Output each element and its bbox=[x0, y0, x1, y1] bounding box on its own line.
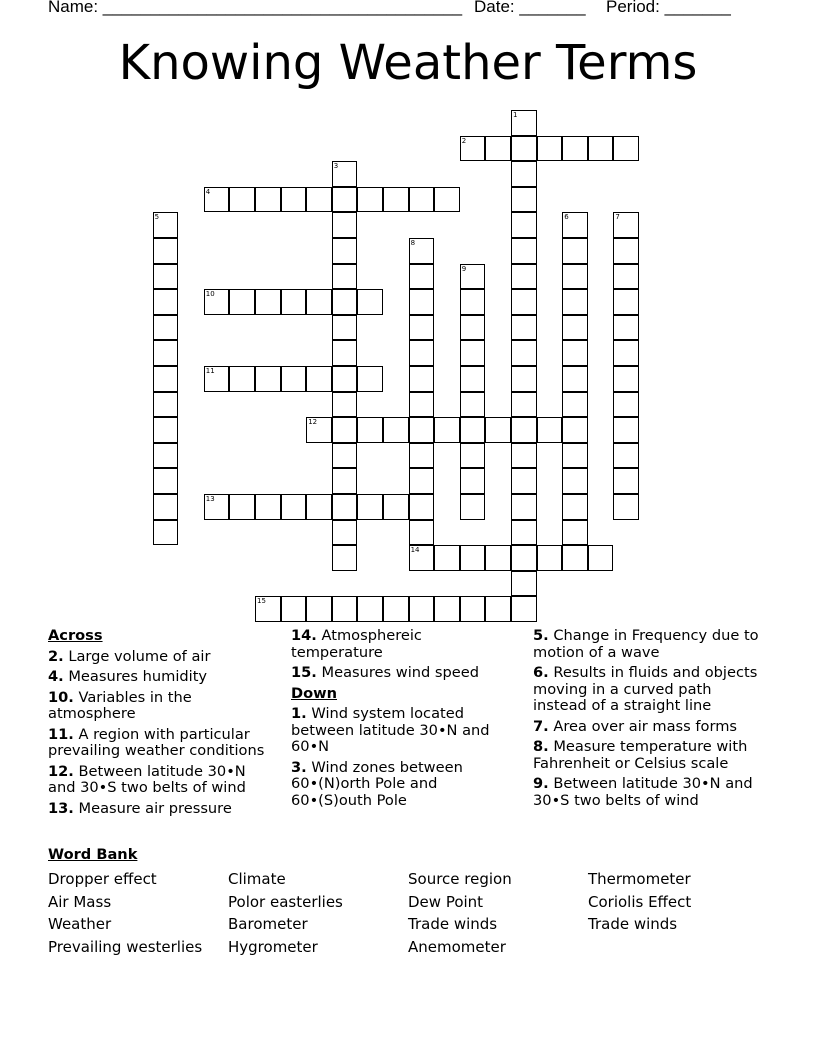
crossword-cell[interactable] bbox=[204, 494, 230, 520]
clue-number-label: 4 bbox=[205, 187, 211, 196]
clue-number-label: 3 bbox=[333, 162, 339, 171]
crossword-cell[interactable] bbox=[255, 366, 281, 392]
crossword-cell[interactable] bbox=[562, 494, 588, 520]
clue-across-13: 13. Measure air pressure bbox=[48, 799, 232, 817]
crossword-cell[interactable] bbox=[613, 212, 639, 238]
crossword-cell[interactable] bbox=[613, 392, 639, 418]
crossword-cell[interactable] bbox=[613, 494, 639, 520]
clues-column-2 bbox=[291, 628, 509, 813]
crossword-cell[interactable] bbox=[511, 417, 537, 443]
crossword-cell[interactable] bbox=[281, 289, 307, 315]
crossword-cell[interactable] bbox=[281, 366, 307, 392]
crossword-cell[interactable] bbox=[357, 289, 383, 315]
crossword-cell[interactable] bbox=[153, 392, 179, 418]
crossword-cell[interactable] bbox=[511, 110, 537, 136]
crossword-cell[interactable] bbox=[562, 366, 588, 392]
crossword-cell[interactable] bbox=[460, 136, 486, 162]
crossword-cell[interactable] bbox=[153, 366, 179, 392]
crossword-cell[interactable] bbox=[511, 545, 537, 571]
clue-number-label: 9 bbox=[461, 264, 467, 273]
clue-across-10: 10. Variables in the atmosphere bbox=[48, 688, 192, 722]
clue-across-11: 11. A region with particular prevailing weather conditions bbox=[48, 725, 265, 759]
clue-down-7: 7. Area over air mass forms bbox=[533, 717, 738, 735]
crossword-cell[interactable] bbox=[229, 289, 255, 315]
crossword-cell[interactable] bbox=[383, 417, 409, 443]
crossword-cell[interactable] bbox=[281, 596, 307, 622]
crossword-cell[interactable] bbox=[229, 494, 255, 520]
crossword-cell[interactable] bbox=[511, 289, 537, 315]
crossword-cell[interactable] bbox=[409, 417, 435, 443]
crossword-cell[interactable] bbox=[306, 187, 332, 213]
crossword-cell[interactable] bbox=[511, 468, 537, 494]
crossword-cell[interactable] bbox=[511, 494, 537, 520]
crossword-cell[interactable] bbox=[613, 136, 639, 162]
clue-across-14: 14. Atmosphereic temperature bbox=[291, 627, 422, 661]
crossword-cell[interactable] bbox=[613, 289, 639, 315]
crossword-cell[interactable] bbox=[460, 417, 486, 443]
across-heading: Across bbox=[48, 627, 103, 644]
crossword-cell[interactable] bbox=[255, 187, 281, 213]
period-field-label: Period: _______ bbox=[606, 0, 731, 16]
crossword-cell[interactable] bbox=[613, 264, 639, 290]
clue-number-label: 1 bbox=[513, 111, 518, 119]
crossword-cell[interactable] bbox=[409, 366, 435, 392]
word-bank-column-3 bbox=[408, 868, 512, 959]
crossword-cell[interactable] bbox=[434, 596, 460, 622]
crossword-cell[interactable] bbox=[562, 340, 588, 366]
crossword-cell[interactable] bbox=[153, 264, 179, 290]
crossword-cell[interactable] bbox=[613, 315, 639, 341]
crossword-cell[interactable] bbox=[153, 417, 179, 443]
crossword-cell[interactable] bbox=[511, 161, 537, 187]
name-field-label: Name: ______________________________________ bbox=[48, 0, 463, 16]
crossword-cell[interactable] bbox=[383, 494, 409, 520]
crossword-cell[interactable] bbox=[306, 366, 332, 392]
crossword-cell[interactable] bbox=[153, 238, 179, 264]
crossword-cell[interactable] bbox=[511, 212, 537, 238]
clue-down-1: 1. Wind system located between latitude 30•N and 60•N bbox=[291, 705, 490, 755]
crossword-cell[interactable] bbox=[460, 392, 486, 418]
clue-number-label: 12 bbox=[308, 418, 318, 427]
crossword-cell[interactable] bbox=[332, 392, 358, 418]
crossword-cell[interactable] bbox=[460, 443, 486, 469]
crossword-cell[interactable] bbox=[332, 187, 358, 213]
crossword-cell[interactable] bbox=[460, 366, 486, 392]
crossword-cell[interactable] bbox=[332, 366, 358, 392]
word-bank-item: Weather bbox=[48, 915, 112, 934]
crossword-cell[interactable] bbox=[409, 289, 435, 315]
crossword-cell[interactable] bbox=[357, 187, 383, 213]
date-field-label: Date: _______ bbox=[474, 0, 586, 16]
clue-number-label: 7 bbox=[615, 213, 620, 222]
crossword-cell[interactable] bbox=[357, 596, 383, 622]
crossword-cell[interactable] bbox=[153, 443, 179, 469]
word-bank-item: Source region bbox=[408, 870, 512, 888]
crossword-cell[interactable] bbox=[460, 340, 486, 366]
crossword-cell[interactable] bbox=[460, 596, 486, 622]
crossword-cell[interactable] bbox=[153, 494, 179, 520]
crossword-cell[interactable] bbox=[281, 494, 307, 520]
crossword-cell[interactable] bbox=[229, 366, 255, 392]
crossword-cell[interactable] bbox=[409, 340, 435, 366]
clue-number-label: 2 bbox=[461, 136, 467, 145]
crossword-cell[interactable] bbox=[332, 161, 358, 187]
word-bank-item: Dropper effect bbox=[48, 870, 157, 888]
crossword-cell[interactable] bbox=[306, 494, 332, 520]
crossword-cell[interactable] bbox=[588, 136, 614, 162]
crossword-cell[interactable] bbox=[511, 340, 537, 366]
crossword-cell[interactable] bbox=[434, 545, 460, 571]
crossword-cell[interactable] bbox=[306, 596, 332, 622]
crossword-cell[interactable] bbox=[153, 212, 179, 238]
word-bank-item: Anemometer bbox=[408, 938, 506, 957]
word-bank-item: Air Mass bbox=[48, 892, 112, 911]
crossword-cell[interactable] bbox=[332, 596, 358, 622]
crossword-cell[interactable] bbox=[383, 187, 409, 213]
crossword-cell[interactable] bbox=[613, 443, 639, 469]
crossword-cell[interactable] bbox=[332, 340, 358, 366]
crossword-cell[interactable] bbox=[511, 264, 537, 290]
crossword-cell[interactable] bbox=[562, 212, 588, 238]
crossword-cell[interactable] bbox=[332, 417, 358, 443]
crossword-cell[interactable] bbox=[613, 340, 639, 366]
crossword-cell[interactable] bbox=[332, 212, 358, 238]
crossword-cell[interactable] bbox=[332, 289, 358, 315]
crossword-cell[interactable] bbox=[460, 468, 486, 494]
crossword-cell[interactable] bbox=[613, 238, 639, 264]
crossword-cell[interactable] bbox=[511, 366, 537, 392]
crossword-cell[interactable] bbox=[409, 545, 435, 571]
crossword-cell[interactable] bbox=[153, 468, 179, 494]
crossword-cell[interactable] bbox=[332, 315, 358, 341]
crossword-cell[interactable] bbox=[562, 136, 588, 162]
crossword-cell[interactable] bbox=[588, 545, 614, 571]
crossword-cell[interactable] bbox=[255, 596, 281, 622]
crossword-cell[interactable] bbox=[485, 417, 511, 443]
crossword-cell[interactable] bbox=[153, 520, 179, 546]
crossword-cell[interactable] bbox=[511, 596, 537, 622]
crossword-cell[interactable] bbox=[255, 494, 281, 520]
crossword-cell[interactable] bbox=[357, 494, 383, 520]
crossword-cell[interactable] bbox=[332, 443, 358, 469]
crossword-cell[interactable] bbox=[306, 289, 332, 315]
crossword-cell[interactable] bbox=[332, 264, 358, 290]
clue-down-6: 6. Results in fluids and objects moving in a curved path instead of a straight line bbox=[533, 664, 758, 714]
word-bank-column-2 bbox=[228, 868, 343, 959]
crossword-cell[interactable] bbox=[460, 545, 486, 571]
clue-number-label: 15 bbox=[257, 597, 266, 606]
clue-down-8: 8. Measure temperature with Fahrenheit or Celsius scale bbox=[533, 738, 748, 772]
clue-number-label: 13 bbox=[205, 495, 215, 503]
crossword-cell[interactable] bbox=[460, 289, 486, 315]
crossword-cell[interactable] bbox=[562, 520, 588, 546]
crossword-cell[interactable] bbox=[537, 417, 563, 443]
crossword-cell[interactable] bbox=[613, 417, 639, 443]
clue-across-12: 12. Between latitude 30•N and 30•S two belts of wind bbox=[48, 762, 246, 796]
word-bank-item: Dew Point bbox=[408, 892, 484, 911]
crossword-cell[interactable] bbox=[613, 366, 639, 392]
crossword-cell[interactable] bbox=[229, 187, 255, 213]
crossword-cell[interactable] bbox=[434, 187, 460, 213]
clue-number-label: 8 bbox=[410, 239, 416, 247]
crossword-cell[interactable] bbox=[409, 468, 435, 494]
crossword-cell[interactable] bbox=[357, 417, 383, 443]
word-bank-item: Thermometer bbox=[588, 870, 691, 888]
crossword-cell[interactable] bbox=[562, 238, 588, 264]
word-bank-item: Climate bbox=[228, 870, 286, 888]
crossword-cell[interactable] bbox=[332, 494, 358, 520]
crossword-cell[interactable] bbox=[409, 315, 435, 341]
crossword-cell[interactable] bbox=[409, 238, 435, 264]
word-bank-item: Trade winds bbox=[588, 915, 678, 934]
word-bank-item: Polor easterlies bbox=[228, 892, 343, 911]
page-title: Knowing Weather Terms bbox=[118, 35, 698, 91]
clue-down-9: 9. Between latitude 30•N and 30•S two belts of wind bbox=[533, 775, 753, 809]
crossword-cell[interactable] bbox=[409, 494, 435, 520]
crossword-cell[interactable] bbox=[357, 366, 383, 392]
clue-number-label: 14 bbox=[410, 546, 420, 555]
crossword-cell[interactable] bbox=[562, 468, 588, 494]
crossword-cell[interactable] bbox=[460, 315, 486, 341]
crossword-cell[interactable] bbox=[511, 187, 537, 213]
crossword-cell[interactable] bbox=[409, 392, 435, 418]
crossword-cell[interactable] bbox=[409, 520, 435, 546]
word-bank-item: Trade winds bbox=[408, 915, 498, 934]
crossword-cell[interactable] bbox=[511, 520, 537, 546]
clue-number-label: 10 bbox=[205, 290, 215, 299]
clue-across-2: 2. Large volume of air bbox=[48, 647, 211, 665]
crossword-cell[interactable] bbox=[204, 289, 230, 315]
crossword-cell[interactable] bbox=[409, 443, 435, 469]
crossword-cell[interactable] bbox=[332, 238, 358, 264]
clue-down-5: 5. Change in Frequency due to motion of a wave bbox=[533, 627, 759, 661]
clue-down-3: 3. Wind zones between 60•(N)orth Pole and 60•(S)outh Pole bbox=[291, 758, 463, 809]
crossword-cell[interactable] bbox=[383, 596, 409, 622]
crossword-cell[interactable] bbox=[537, 136, 563, 162]
crossword-cell[interactable] bbox=[613, 468, 639, 494]
crossword-cell[interactable] bbox=[562, 545, 588, 571]
crossword-cell[interactable] bbox=[562, 264, 588, 290]
crossword-cell[interactable] bbox=[306, 417, 332, 443]
crossword-cell[interactable] bbox=[204, 187, 230, 213]
crossword-cell[interactable] bbox=[255, 289, 281, 315]
crossword-cell[interactable] bbox=[434, 417, 460, 443]
crossword-cell[interactable] bbox=[485, 596, 511, 622]
crossword-cell[interactable] bbox=[332, 520, 358, 546]
word-bank-heading: Word Bank bbox=[48, 846, 138, 863]
crossword-cell[interactable] bbox=[153, 340, 179, 366]
word-bank-item: Barometer bbox=[228, 915, 308, 934]
crossword-cell[interactable] bbox=[511, 238, 537, 264]
crossword-cell[interactable] bbox=[281, 187, 307, 213]
crossword-cell[interactable] bbox=[562, 289, 588, 315]
clue-number-label: 11 bbox=[205, 367, 215, 375]
word-bank-item: Prevailing westerlies bbox=[48, 938, 203, 957]
crossword-cell[interactable] bbox=[511, 443, 537, 469]
clues-column-3 bbox=[533, 628, 763, 813]
crossword-cell[interactable] bbox=[485, 545, 511, 571]
crossword-cell[interactable] bbox=[409, 187, 435, 213]
clue-across-15: 15. Measures wind speed bbox=[291, 664, 479, 681]
crossword-cell[interactable] bbox=[332, 468, 358, 494]
crossword-cell[interactable] bbox=[153, 315, 179, 341]
crossword-cell[interactable] bbox=[562, 315, 588, 341]
crossword-cell[interactable] bbox=[511, 392, 537, 418]
crossword-cell[interactable] bbox=[153, 289, 179, 315]
word-bank-column-4 bbox=[588, 868, 691, 936]
crossword-cell[interactable] bbox=[485, 136, 511, 162]
crossword-cell[interactable] bbox=[511, 315, 537, 341]
word-bank-item: Hygrometer bbox=[228, 938, 318, 957]
crossword-cell[interactable] bbox=[204, 366, 230, 392]
down-heading: Down bbox=[291, 684, 338, 702]
crossword-cell[interactable] bbox=[332, 545, 358, 571]
clue-number-label: 6 bbox=[564, 213, 569, 222]
clue-across-4: 4. Measures humidity bbox=[48, 668, 208, 685]
word-bank-item: Coriolis Effect bbox=[588, 892, 692, 911]
crossword-cell[interactable] bbox=[460, 264, 486, 290]
crossword-cell[interactable] bbox=[460, 494, 486, 520]
clues-column-1 bbox=[48, 628, 276, 821]
crossword-cell[interactable] bbox=[562, 417, 588, 443]
clue-number-label: 5 bbox=[154, 213, 160, 222]
crossword-cell[interactable] bbox=[511, 571, 537, 597]
crossword-cell[interactable] bbox=[409, 596, 435, 622]
crossword-cell[interactable] bbox=[562, 443, 588, 469]
word-bank-column-1 bbox=[48, 868, 202, 959]
crossword-cell[interactable] bbox=[409, 264, 435, 290]
crossword-cell[interactable] bbox=[562, 392, 588, 418]
crossword-cell[interactable] bbox=[511, 136, 537, 162]
crossword-cell[interactable] bbox=[537, 545, 563, 571]
